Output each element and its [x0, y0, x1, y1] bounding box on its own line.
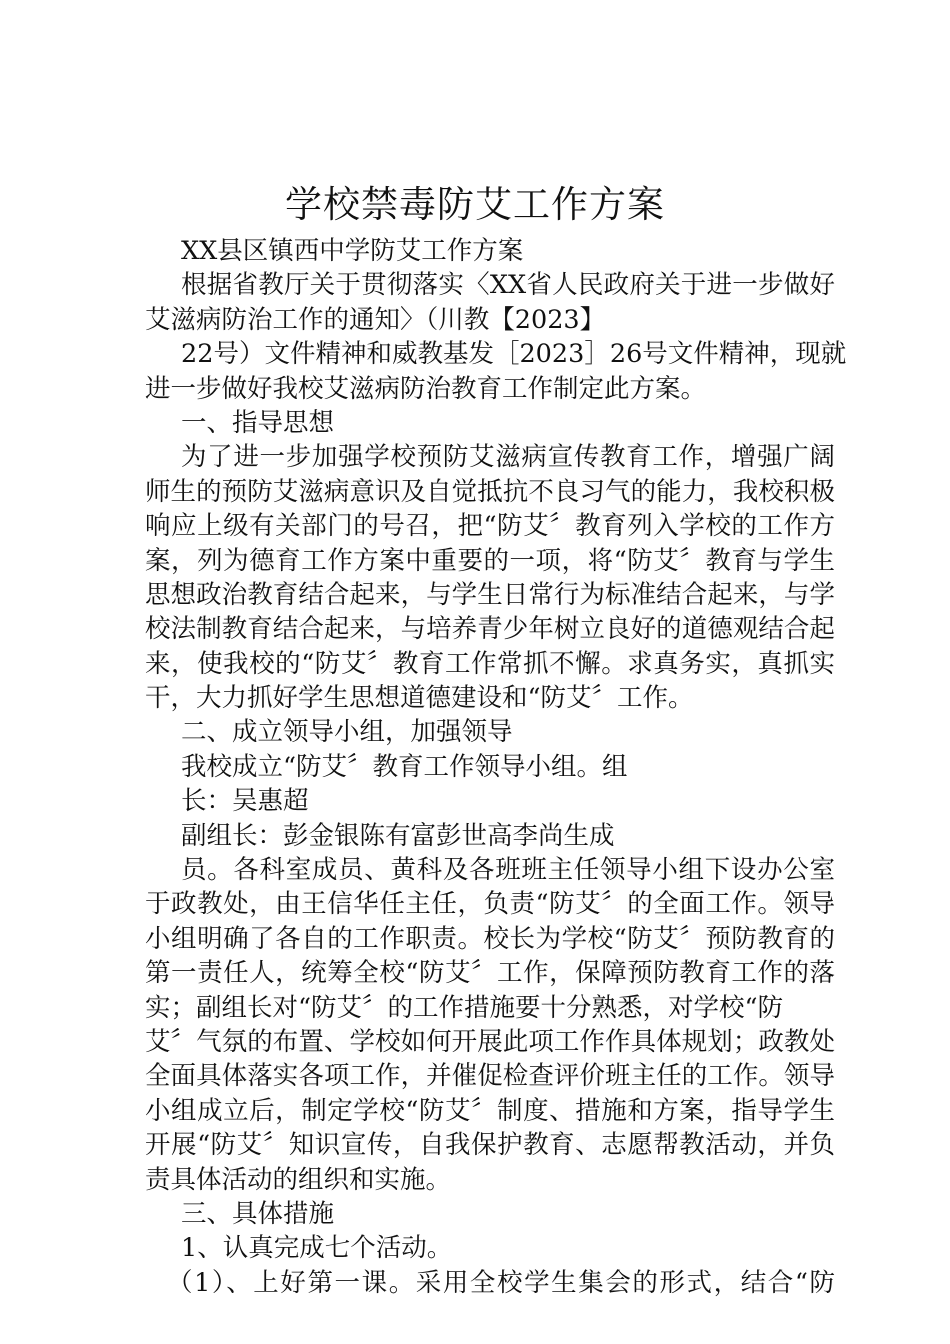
paragraph-line: 来，使我校的“防艾〞教育工作常抓不懈。求真务实，真抓实	[145, 648, 835, 679]
paragraph-line: 师生的预防艾滋病意识及自觉抵抗不良习气的能力，我校积极	[145, 476, 835, 507]
paragraph-line: 根据省教厅关于贯彻落实〈XX省人民政府关于进一步做好	[181, 270, 835, 301]
paragraph-line: 开展“防艾〞知识宣传，自我保护教育、志愿帮教活动，并负	[145, 1130, 835, 1161]
paragraph-line: 小组明确了各自的工作职责。校长为学校“防艾〞预防教育的	[145, 923, 835, 954]
paragraph-line: 艾滋病防治工作的通知〉（川教【2023】	[145, 304, 606, 335]
paragraph-line: 小组成立后，制定学校“防艾〞制度、措施和方案，指导学生	[145, 1095, 835, 1126]
section-heading: 二、成立领导小组，加强领导	[181, 717, 513, 748]
paragraph-line: 全面具体落实各项工作，并催促检查评价班主任的工作。领导	[145, 1061, 835, 1092]
paragraph-line: 干，大力抓好学生思想道德建设和“防艾〞工作。	[145, 683, 694, 714]
paragraph-line: 22号）文件精神和威教基发［2023］26号文件精神，现就	[181, 339, 847, 370]
paragraph-line: （1）、上好第一课。采用全校学生集会的形式，结合“防	[167, 1267, 835, 1298]
paragraph-line: 艾〞气氛的布置、学校如何开展此项工作作具体规划；政教处	[145, 1026, 835, 1057]
paragraph-line: 我校成立“防艾〞教育工作领导小组。组	[181, 751, 628, 782]
paragraph-line: 进一步做好我校艾滋病防治教育工作制定此方案。	[145, 373, 707, 404]
paragraph-line: 思想政治教育结合起来，与学生日常行为标准结合起来，与学	[145, 579, 835, 610]
section-heading: 一、指导思想	[181, 407, 335, 438]
paragraph-line: 响应上级有关部门的号召，把“防艾〞教育列入学校的工作方	[145, 511, 835, 542]
paragraph-line: 为了进一步加强学校预防艾滋病宣传教育工作，增强广阔	[181, 442, 835, 473]
document-title: 学校禁毒防艾工作方案	[285, 183, 665, 226]
paragraph-line: 员。各科室成员、黄科及各班班主任领导小组下设办公室	[181, 855, 835, 886]
paragraph-line: 副组长：彭金银陈有富彭世高李尚生成	[181, 820, 615, 851]
paragraph-line: XX县区镇西中学防艾工作方案	[181, 236, 524, 266]
paragraph-line: 案，列为德育工作方案中重要的一项，将“防艾〞教育与学生	[145, 545, 835, 576]
section-heading: 三、具体措施	[181, 1198, 335, 1229]
paragraph-line: 校法制教育结合起来，与培养青少年树立良好的道德观结合起	[145, 614, 835, 645]
paragraph-line: 实；副组长对“防艾〞的工作措施要十分熟悉，对学校“防	[145, 992, 784, 1023]
document-body	[145, 234, 847, 1300]
paragraph-line: 长：吴惠超	[181, 786, 309, 817]
paragraph-line: 1、认真完成七个活动。	[181, 1233, 453, 1264]
paragraph-line: 责具体活动的组织和实施。	[145, 1164, 452, 1195]
paragraph-line: 于政教处，由王信华任主任，负责“防艾〞的全面工作。领导	[145, 889, 835, 920]
paragraph-line: 第一责任人，统筹全校“防艾〞工作，保障预防教育工作的落	[145, 958, 835, 989]
